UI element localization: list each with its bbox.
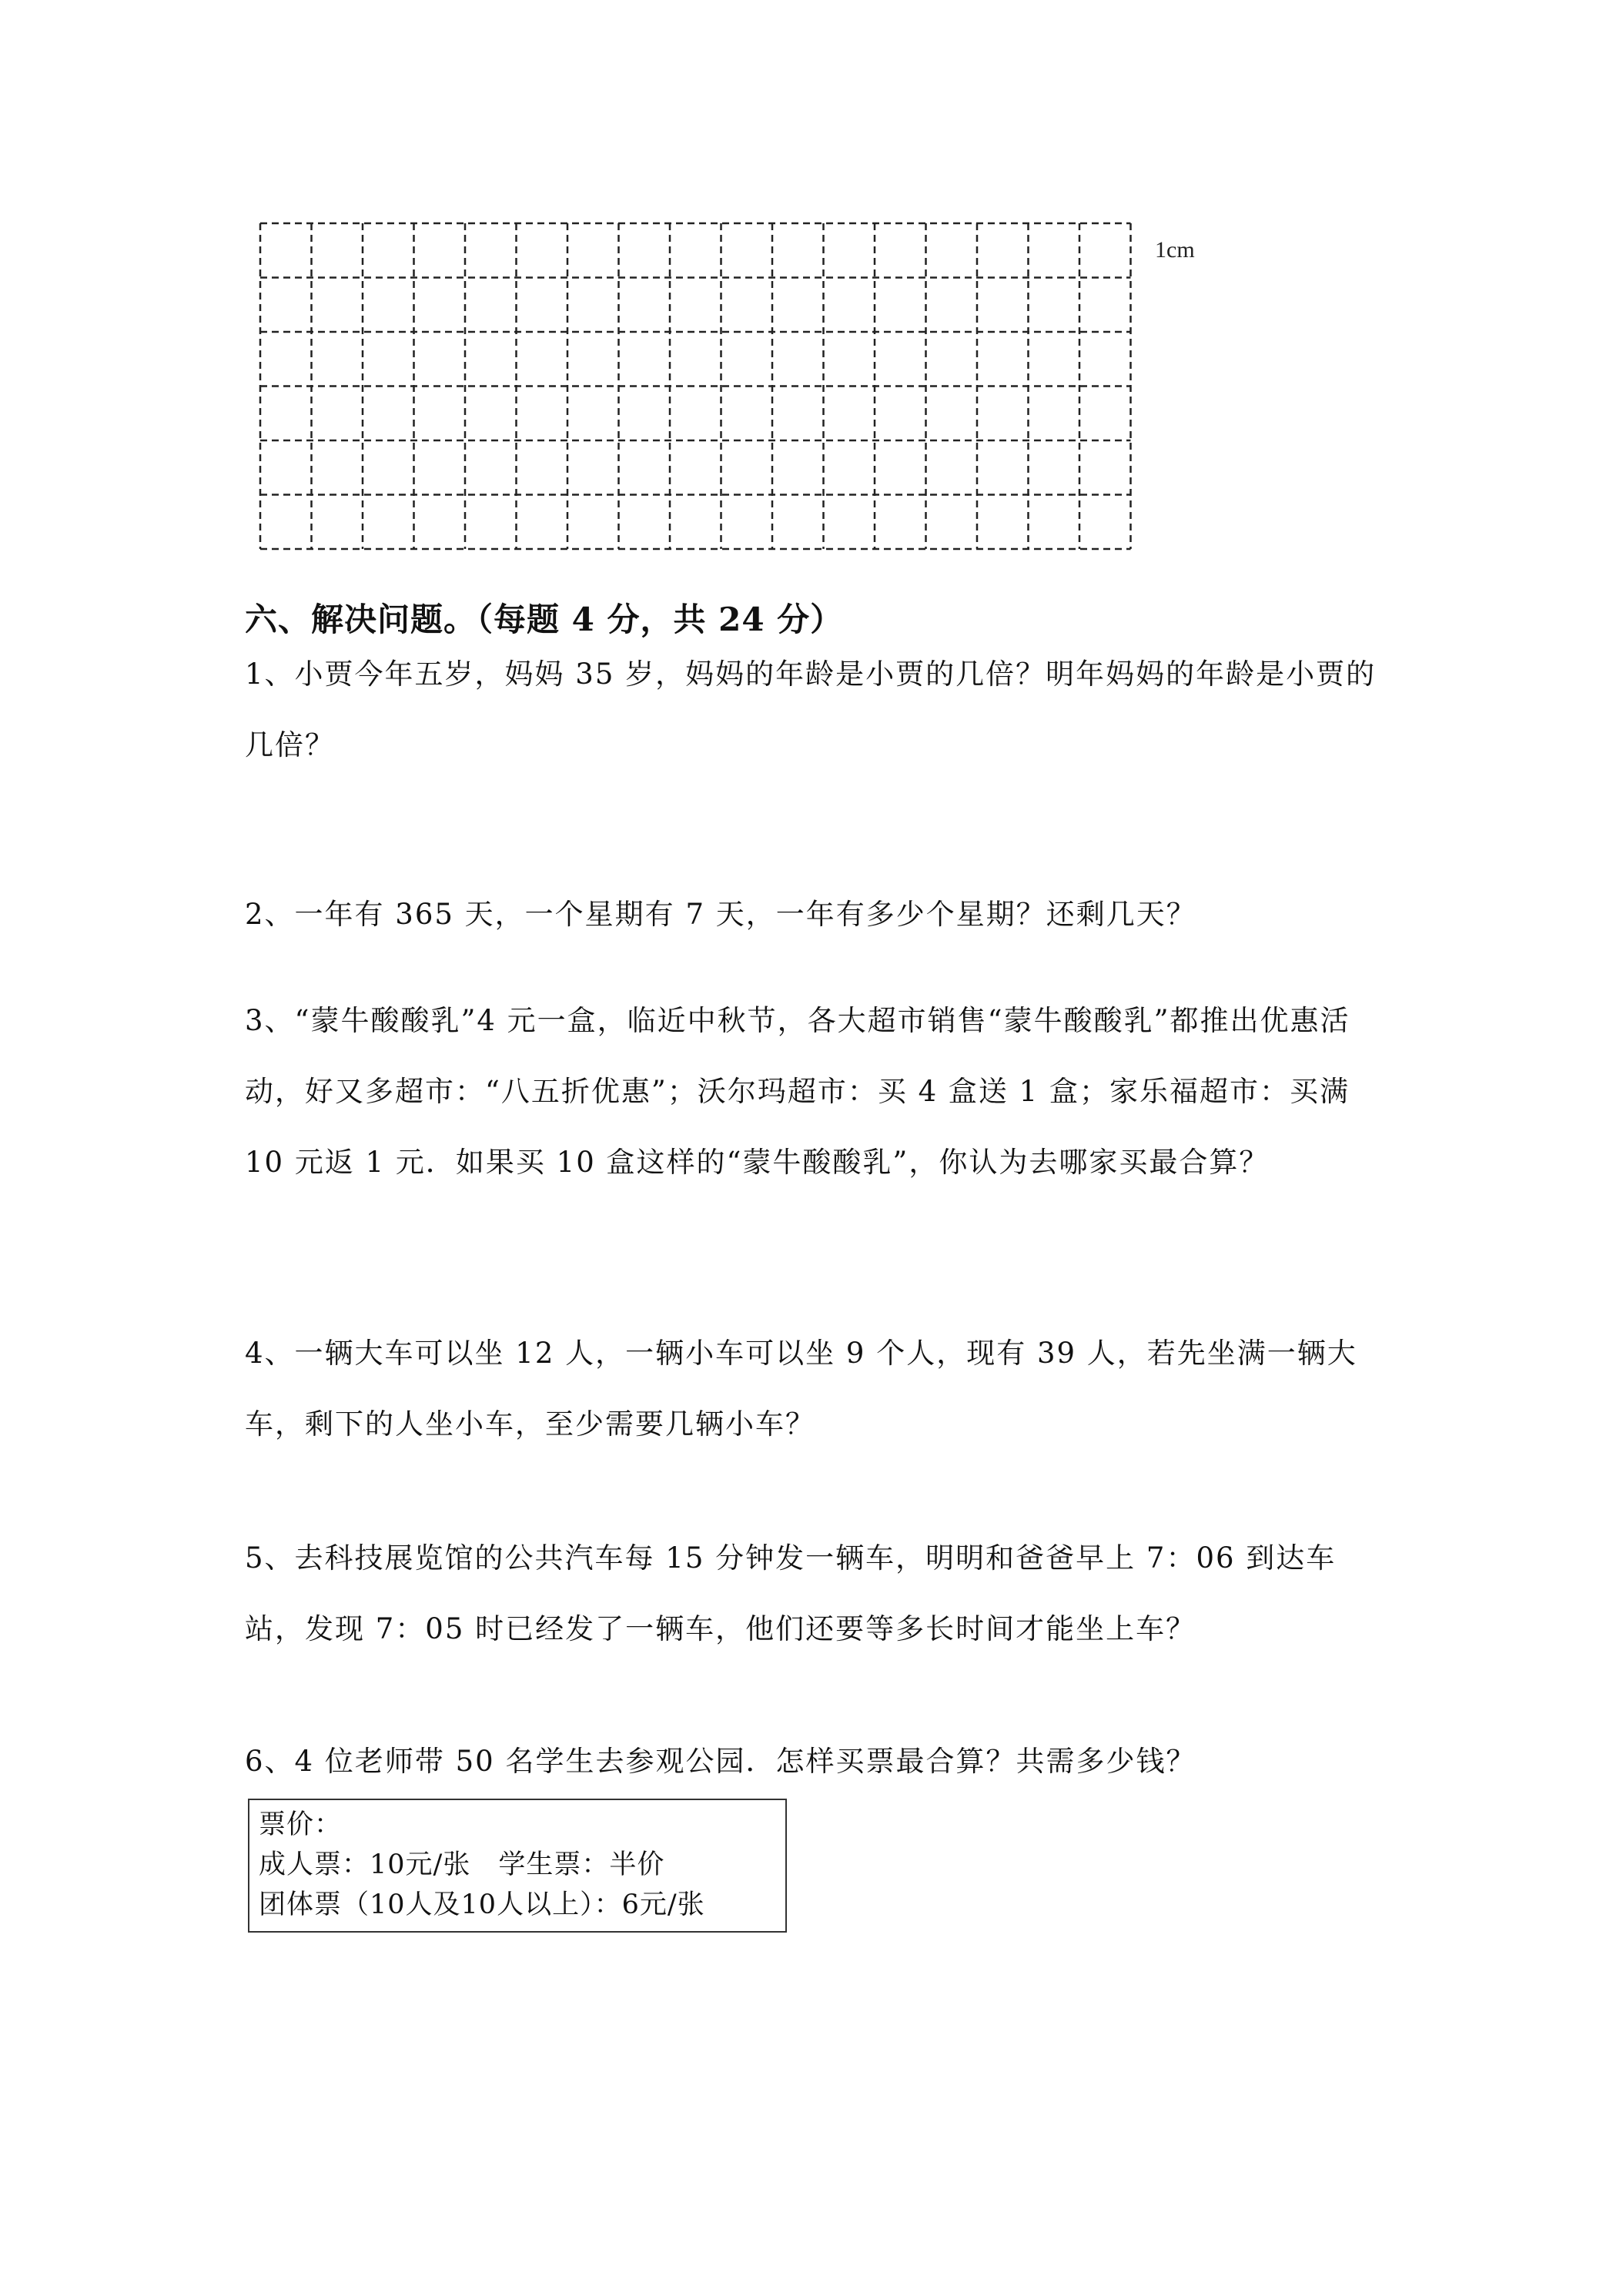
price-table-line-1: 成人票：10元/张 学生票：半价 — [259, 1849, 665, 1880]
ticket-price-table — [248, 1799, 787, 1933]
question-5: 5、去科技展览馆的公共汽车每 15 分钟发一辆车，明明和爸爸早上 7：06 到达车站，发现 7：05 时已经发了一辆车，他们还要等多长时间才能坐上车？ — [245, 1541, 1337, 1645]
question-1: 1、小贾今年五岁，妈妈 35 岁，妈妈的年龄是小贾的几倍？明年妈妈的年龄是小贾的几倍？ — [245, 658, 1377, 761]
question-2: 2、一年有 365 天，一个星期有 7 天，一年有多少个星期？还剩几天？ — [245, 898, 1196, 931]
dashed-grid-svg — [259, 220, 1136, 559]
section-heading: 六、解决问题。（每题 4 分，共 24 分） — [245, 601, 844, 638]
question-4: 4、一辆大车可以坐 12 人，一辆小车可以坐 9 个人，现有 39 人，若先坐满一辆大车，剩下的人坐小车，至少需要几辆小车？ — [245, 1337, 1357, 1441]
price-table-line-2: 团体票（10人及10人以上）：6元/张 — [259, 1889, 705, 1920]
question-6: 6、4 位老师带 50 名学生去参观公园．怎样买票最合算？共需多少钱？ — [245, 1745, 1196, 1778]
question-3: 3、“蒙牛酸酸乳”4 元一盒，临近中秋节，各大超市销售“蒙牛酸酸乳”都推出优惠活动，好又多超市：“八五折优惠”；沃尔玛超市：买 4 盒送 1 盒；家乐福超市：买满 10 元返 1 元．如果买 10 盒这样的“蒙牛酸酸乳”，你认为去哪家买最合算？ — [245, 1004, 1350, 1179]
dashed-grid — [259, 220, 1136, 559]
price-table-title: 票价： — [259, 1809, 343, 1840]
grid-unit-label: 1cm — [1155, 237, 1195, 263]
